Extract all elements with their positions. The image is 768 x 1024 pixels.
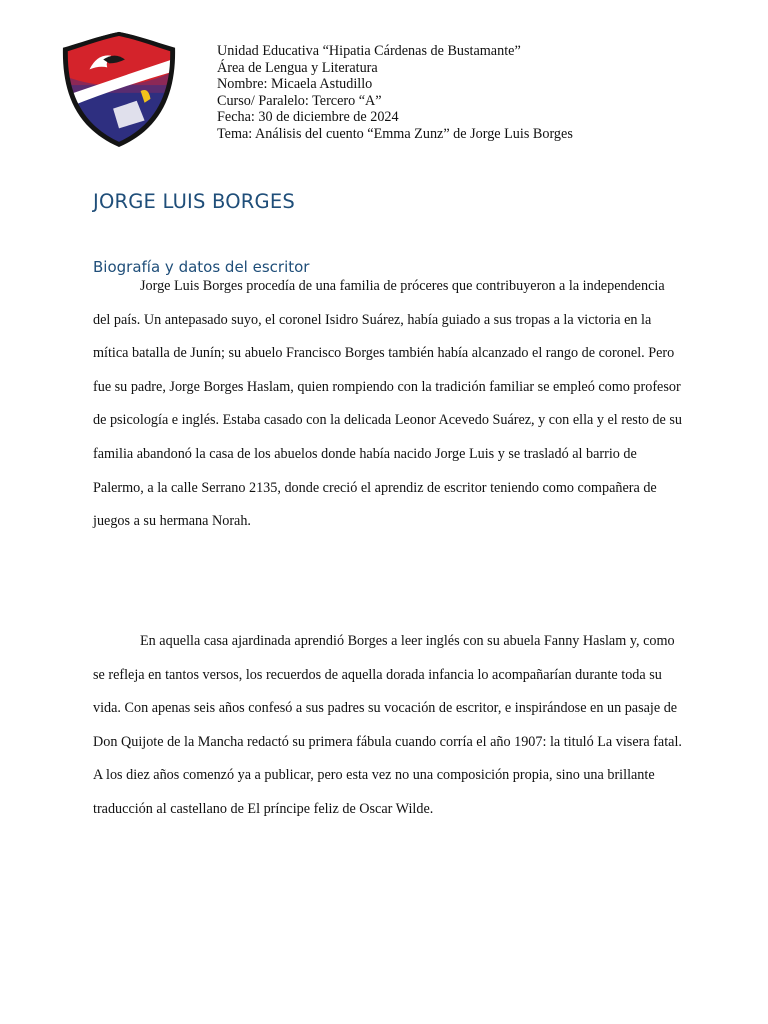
school-crest-logo [60,30,178,148]
header-date: Fecha: 30 de diciembre de 2024 [217,109,399,125]
header-topic: Tema: Análisis del cuento “Emma Zunz” de Jorge Luis Borges [217,125,573,142]
header-name: Nombre: Micaela Astudillo [217,76,373,92]
body-paragraph: Jorge Luis Borges procedía de una familia de próceres que contribuyeron a la independencia del país. Un antepasado suyo, el coronel Isidro Suárez, había guiado a sus tropas a la victoria en la mítica batalla de Junín; su abuelo Francisco Borges también había alcanzado el rango de coronel. Pero fue su padre, Jorge Borges Haslam, quien rompiendo con la tradición familiar se empleó como profesor de psicología e inglés. Estaba casado con la delicada Leonor Acevedo Suárez, y con ella y el resto de su familia abandonó la casa de los abuelos donde había nacido Jorge Luis y se trasladó al barrio de Palermo, a la calle Serrano 2135, donde creció el aprendiz de escritor teniendo como compañera de juegos a su hermana Norah. [93,278,682,530]
header-school: Unidad Educativa “Hipatia Cárdenas de Bustamante” [217,43,521,59]
header-area: Área de Lengua y Literatura [217,59,378,76]
header-course: Curso/ Paralelo: Tercero “A” [217,92,382,109]
body-paragraph: En aquella casa ajardinada aprendió Borges a leer inglés con su abuela Fanny Haslam y, como se refleja en tantos versos, los recuerdos de aquella dorada infancia lo acompañarían durante toda su vida. Con apenas seis años confesó a sus padres su vocación de escritor, e inspirándose en un pasaje de Don Quijote de la Mancha redactó su primera fábula cuando corría el año 1907: la tituló La visera fatal. A los diez años comenzó ya a publicar, pero esta vez no una composición propia, sino una brillante traducción al castellano de El príncipe feliz de Oscar Wilde. [93,633,682,817]
document-header [217,43,573,142]
section-heading: Biografía y datos del escritor [93,258,310,276]
document-title: JORGE LUIS BORGES [93,190,295,213]
